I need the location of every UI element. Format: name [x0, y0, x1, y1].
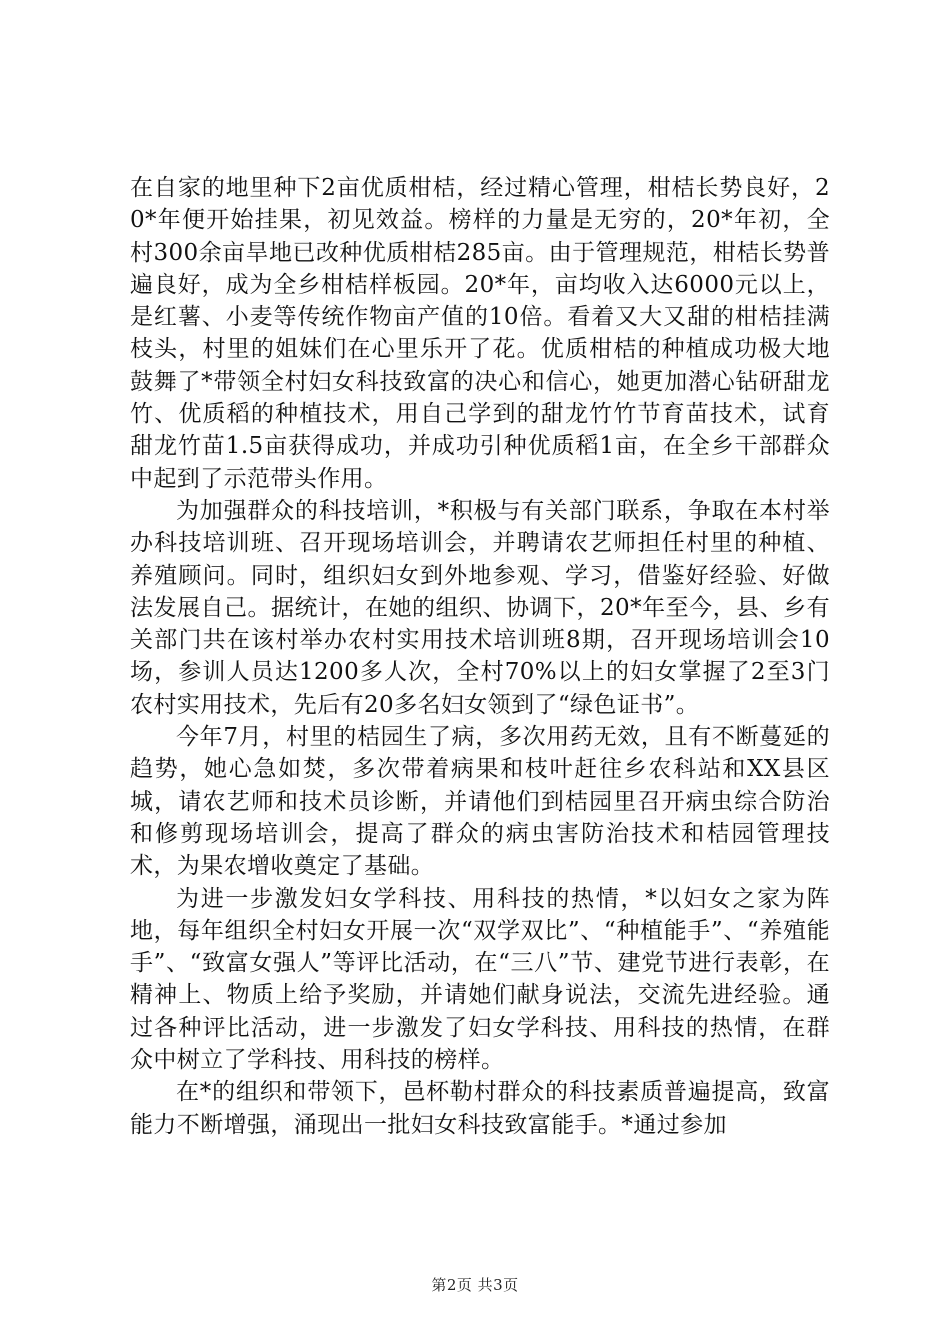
paragraph-4: 为进一步激发妇女学科技、用科技的热情，*以妇女之家为阵地，每年组织全村妇女开展一次“双学双比”、“种植能手”、“养殖能手”、“致富女强人”等评比活动，在“三八”节、建党节进行表彰，在精神上、物质上给予奖励，并请她们献身说法，交流先进经验。通过各种评比活动，进一步激发了妇女学科技、用科技的热情，在群众中树立了学科技、用科技的榜样。 [130, 885, 830, 1074]
paragraph-3: 今年7月，村里的桔园生了病，多次用药无效，且有不断蔓延的趋势，她心急如焚，多次带着病果和枝叶赶往乡农科站和XX县区城，请农艺师和技术员诊断，并请他们到桔园里召开病虫综合防治和修剪现场培训会，提高了群众的病虫害防治技术和桔园管理技术，为果农增收奠定了基础。 [130, 724, 830, 880]
paragraph-1: 在自家的地里种下2亩优质柑桔，经过精心管理，柑桔长势良好，20*年便开始挂果，初见效益。榜样的力量是无穷的，20*年初，全村300余亩旱地已改种优质柑桔285亩。由于管理规范，柑桔长势普遍良好，成为全乡柑桔样板园。20*年，亩均收入达6000元以上，是红薯、小麦等传统作物亩产值的10倍。看着又大又甜的柑桔挂满枝头，村里的姐妹们在心里乐开了花。优质柑桔的种植成功极大地鼓舞了*带领全村妇女科技致富的决心和信心，她更加潜心钻研甜龙竹、优质稻的种植技术，用自己学到的甜龙竹竹节育苗技术，试育甜龙竹苗1.5亩获得成功，并成功引种优质稻1亩，在全乡干部群众中起到了示范带头作用。 [130, 175, 830, 492]
page-footer: 第2页 共3页 [431, 1276, 519, 1294]
document-body [130, 172, 830, 1141]
paragraph-2: 为加强群众的科技培训，*积极与有关部门联系，争取在本村举办科技培训班、召开现场培训会，并聘请农艺师担任村里的种植、养殖顾问。同时，组织妇女到外地参观、学习，借鉴好经验、好做法发展自己。据统计，在她的组织、协调下，20*年至今，县、乡有关部门共在该村举办农村实用技术培训班8期，召开现场培训会10场，参训人员达1200多人次，全村70%以上的妇女掌握了2至3门农村实用技术，先后有20多名妇女领到了“绿色证书”。 [130, 497, 830, 718]
paragraph-5: 在*的组织和带领下，邑杯勒村群众的科技素质普遍提高，致富能力不断增强，涌现出一批妇女科技致富能手。*通过参加 [130, 1079, 830, 1138]
